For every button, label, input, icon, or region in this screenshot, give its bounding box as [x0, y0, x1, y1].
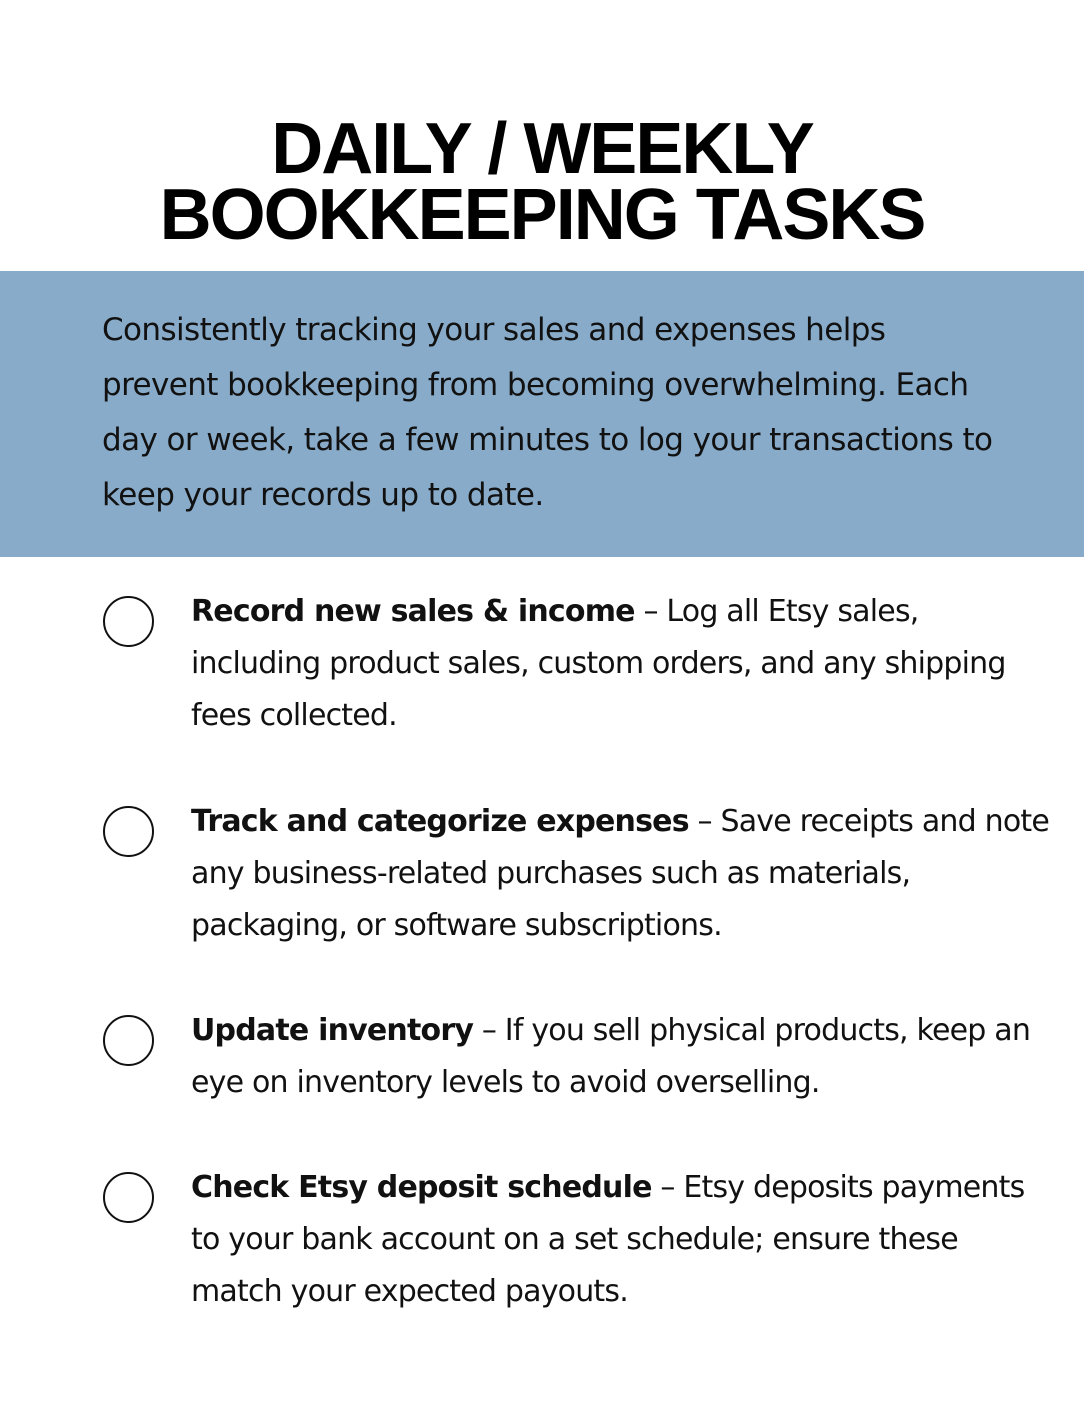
- checkbox-circle-icon[interactable]: [103, 806, 154, 857]
- task-title: Track and categorize expenses: [191, 804, 689, 839]
- task-title: Record new sales & income: [191, 594, 635, 629]
- task-separator: –: [473, 1013, 505, 1048]
- intro-text: Consistently tracking your sales and expenses helps prevent bookkeeping from becoming overwhelming. Each day or week, take a few minutes to log your transactions to keep your records up to date.: [102, 312, 993, 513]
- task-title: Update inventory: [191, 1013, 474, 1048]
- intro-banner: [0, 271, 1084, 557]
- task-separator: –: [651, 1170, 684, 1205]
- task-description: If you sell physical products, keep an eye on inventory levels to avoid overselling.: [191, 1013, 1031, 1100]
- title-line-1: DAILY / WEEKLY: [271, 109, 813, 189]
- task-description: Etsy deposits payments to your bank account on a set schedule; ensure these match your expected payouts.: [191, 1170, 1025, 1309]
- task-description: Save receipts and note any business-related purchases such as materials, packaging, or software subscriptions.: [191, 804, 1049, 943]
- task-separator: –: [688, 804, 721, 839]
- title-line-2: BOOKKEEPING TASKS: [159, 175, 925, 255]
- checkbox-circle-icon[interactable]: [103, 1015, 154, 1066]
- checkbox-circle-icon[interactable]: [103, 596, 154, 647]
- task-description: Log all Etsy sales, including product sales, custom orders, and any shipping fees collected.: [191, 594, 1006, 733]
- task-title: Check Etsy deposit schedule: [191, 1170, 652, 1205]
- task-text: [191, 1162, 1051, 1318]
- task-text: [191, 1005, 1051, 1109]
- checkbox-circle-icon[interactable]: [103, 1172, 154, 1223]
- page-title: [0, 109, 1084, 255]
- task-text: [191, 586, 1051, 742]
- task-separator: –: [634, 594, 667, 629]
- task-text: [191, 796, 1051, 952]
